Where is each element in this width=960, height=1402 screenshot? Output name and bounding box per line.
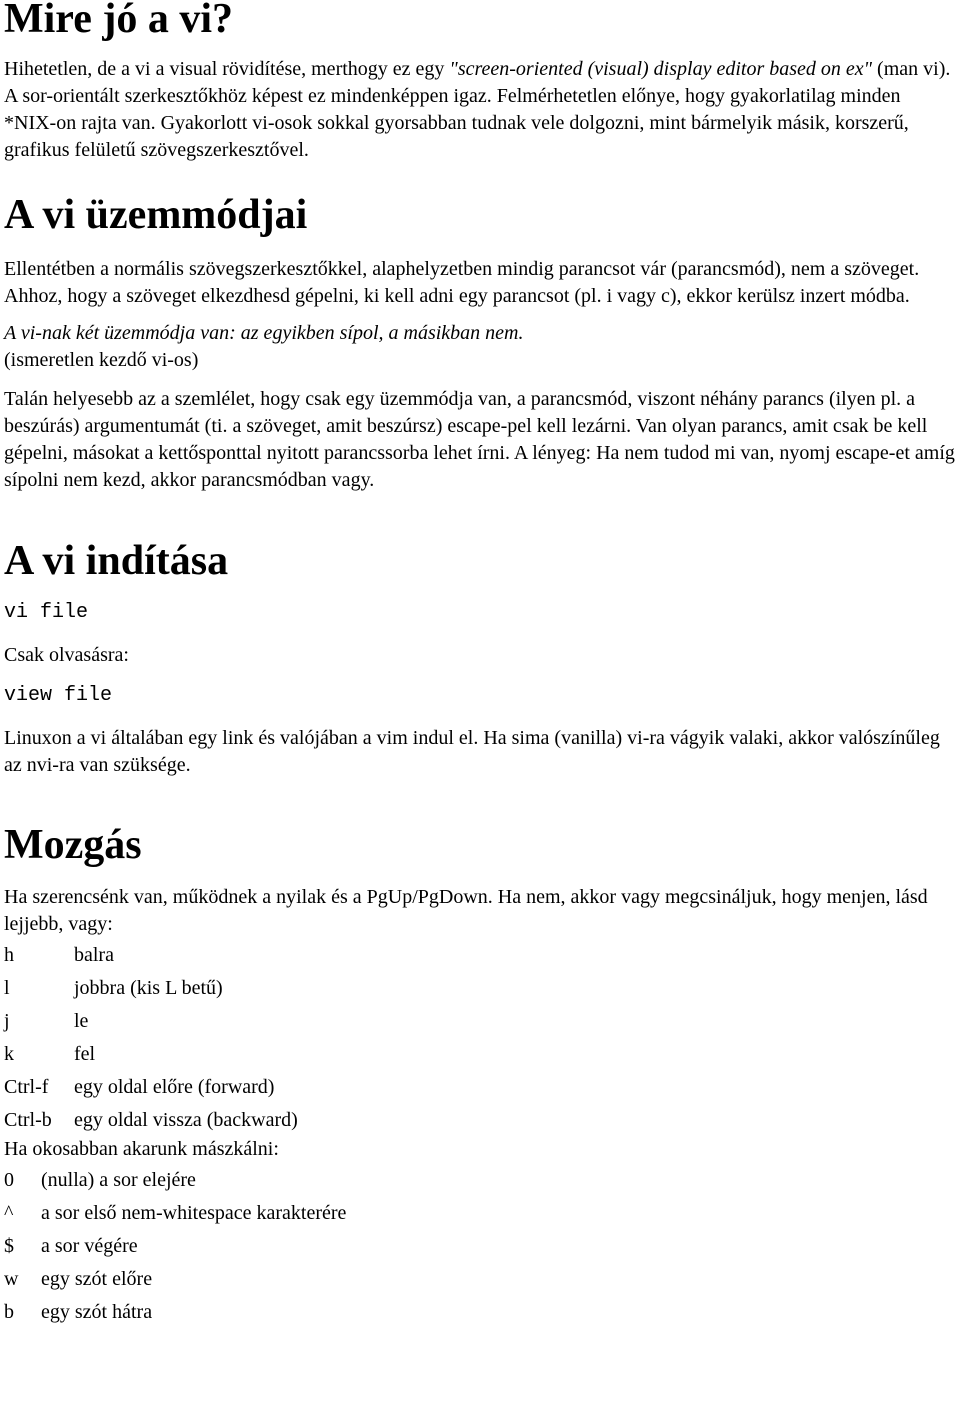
key-description: fel [74, 1043, 96, 1065]
paragraph-modes-explanation: Talán helyesebb az a szemlélet, hogy csak egy üzemmódja van, a parancsmód, viszont néhány parancs (ilyen pl. a beszúrás) argumentumát (ti. a szöveget, amit beszúrsz) escape-pel kell lezárni. Van olyan parancs, amit csak be kell gépelni, másokat a kettősponttal nyitott parancssorba lehet írni. A lényeg: Ha nem tudod mi van, nyomj escape-et amíg sípolni nem kezd, akkor parancsmódban vagy. [4, 388, 955, 491]
paragraph-modes: Ellentétben a normális szövegszerkesztőkkel, alaphelyzetben mindig parancsot vár (parancsmód), nem a szöveget. Ahhoz, hogy a szöveget elkezdhesd gépelni, ki kell adni egy parancsot (pl. i vagy c), ekkor kerülsz inzert módba. [4, 258, 920, 307]
key-description: egy oldal előre (forward) [74, 1076, 275, 1098]
paragraph-intro [4, 56, 955, 164]
key-row [4, 1167, 346, 1200]
key-name: k [4, 1043, 14, 1065]
heading-mozgas: Mozgás [4, 822, 142, 868]
key-description: a sor első nem-whitespace karakterére [41, 1202, 347, 1224]
advanced-movement-keys-table [4, 1167, 346, 1332]
key-row [4, 1041, 298, 1074]
heading-vi-inditasa: A vi indítása [4, 538, 229, 584]
key-name: 0 [4, 1169, 14, 1191]
key-description: egy szót hátra [41, 1301, 153, 1323]
key-row [4, 1200, 346, 1233]
intro-text-b: (man vi). A sor-orientált szerkesztőkhöz képest ez mindenképpen igaz. Felmérhetetlen előnye, hogy gyakorlatilag minden *NIX-on rajta van. Gyakorlott vi-osok sokkal gyorsabban tudnak vele dolgozni, mint bármelyik másik, korszerű, grafikus felületű szövegszerkesztővel. [4, 58, 951, 161]
heading-mire-jo-a-vi: Mire jó a vi? [4, 0, 233, 42]
key-name: Ctrl-b [4, 1109, 52, 1131]
code-view-file: view file [4, 684, 113, 707]
heading-uzemmodjai: A vi üzemmódjai [4, 192, 308, 238]
paragraph-linux-vim: Linuxon a vi általában egy link és valójában a vim indul el. Ha sima (vanilla) vi-ra vágyik valaki, akkor valószínűleg az nvi-ra van szüksége. [4, 727, 940, 776]
key-row [4, 1074, 298, 1107]
key-row [4, 1266, 346, 1299]
quote-source: (ismeretlen kezdő vi-os) [4, 349, 199, 371]
key-description: egy oldal vissza (backward) [74, 1109, 298, 1131]
code-vi-file: vi file [4, 601, 89, 624]
readonly-label: Csak olvasásra: [4, 644, 129, 666]
key-name: b [4, 1301, 14, 1323]
key-name: l [4, 977, 10, 999]
key-row [4, 942, 298, 975]
key-name: $ [4, 1235, 14, 1257]
key-description: (nulla) a sor elejére [41, 1169, 196, 1191]
key-row [4, 1233, 346, 1266]
key-description: jobbra (kis L betű) [74, 977, 223, 999]
key-row [4, 1008, 298, 1041]
advanced-movement-label: Ha okosabban akarunk mászkálni: [4, 1138, 279, 1160]
key-name: ^ [4, 1202, 14, 1224]
key-description: le [74, 1010, 89, 1032]
key-description: egy szót előre [41, 1268, 153, 1290]
basic-movement-keys-table [4, 942, 298, 1140]
paragraph-movement-intro: Ha szerencsénk van, működnek a nyilak és a PgUp/PgDown. Ha nem, akkor vagy megcsináljuk, hogy menjen, lásd lejjebb, vagy: [4, 886, 928, 935]
key-row [4, 1299, 346, 1332]
key-name: Ctrl-f [4, 1076, 49, 1098]
key-description: balra [74, 944, 114, 966]
quote-text: A vi-nak két üzemmódja van: az egyikben sípol, a másikban nem. [4, 322, 524, 344]
intro-quote: "screen-oriented (visual) display editor based on ex" [449, 58, 873, 80]
quote-line [4, 320, 955, 347]
key-row [4, 975, 298, 1008]
key-name: j [4, 1010, 10, 1032]
key-description: a sor végére [41, 1235, 138, 1257]
key-name: h [4, 944, 14, 966]
intro-text-a: Hihetetlen, de a vi a visual rövidítése, merthogy ez egy [4, 58, 450, 80]
key-name: w [4, 1268, 19, 1290]
